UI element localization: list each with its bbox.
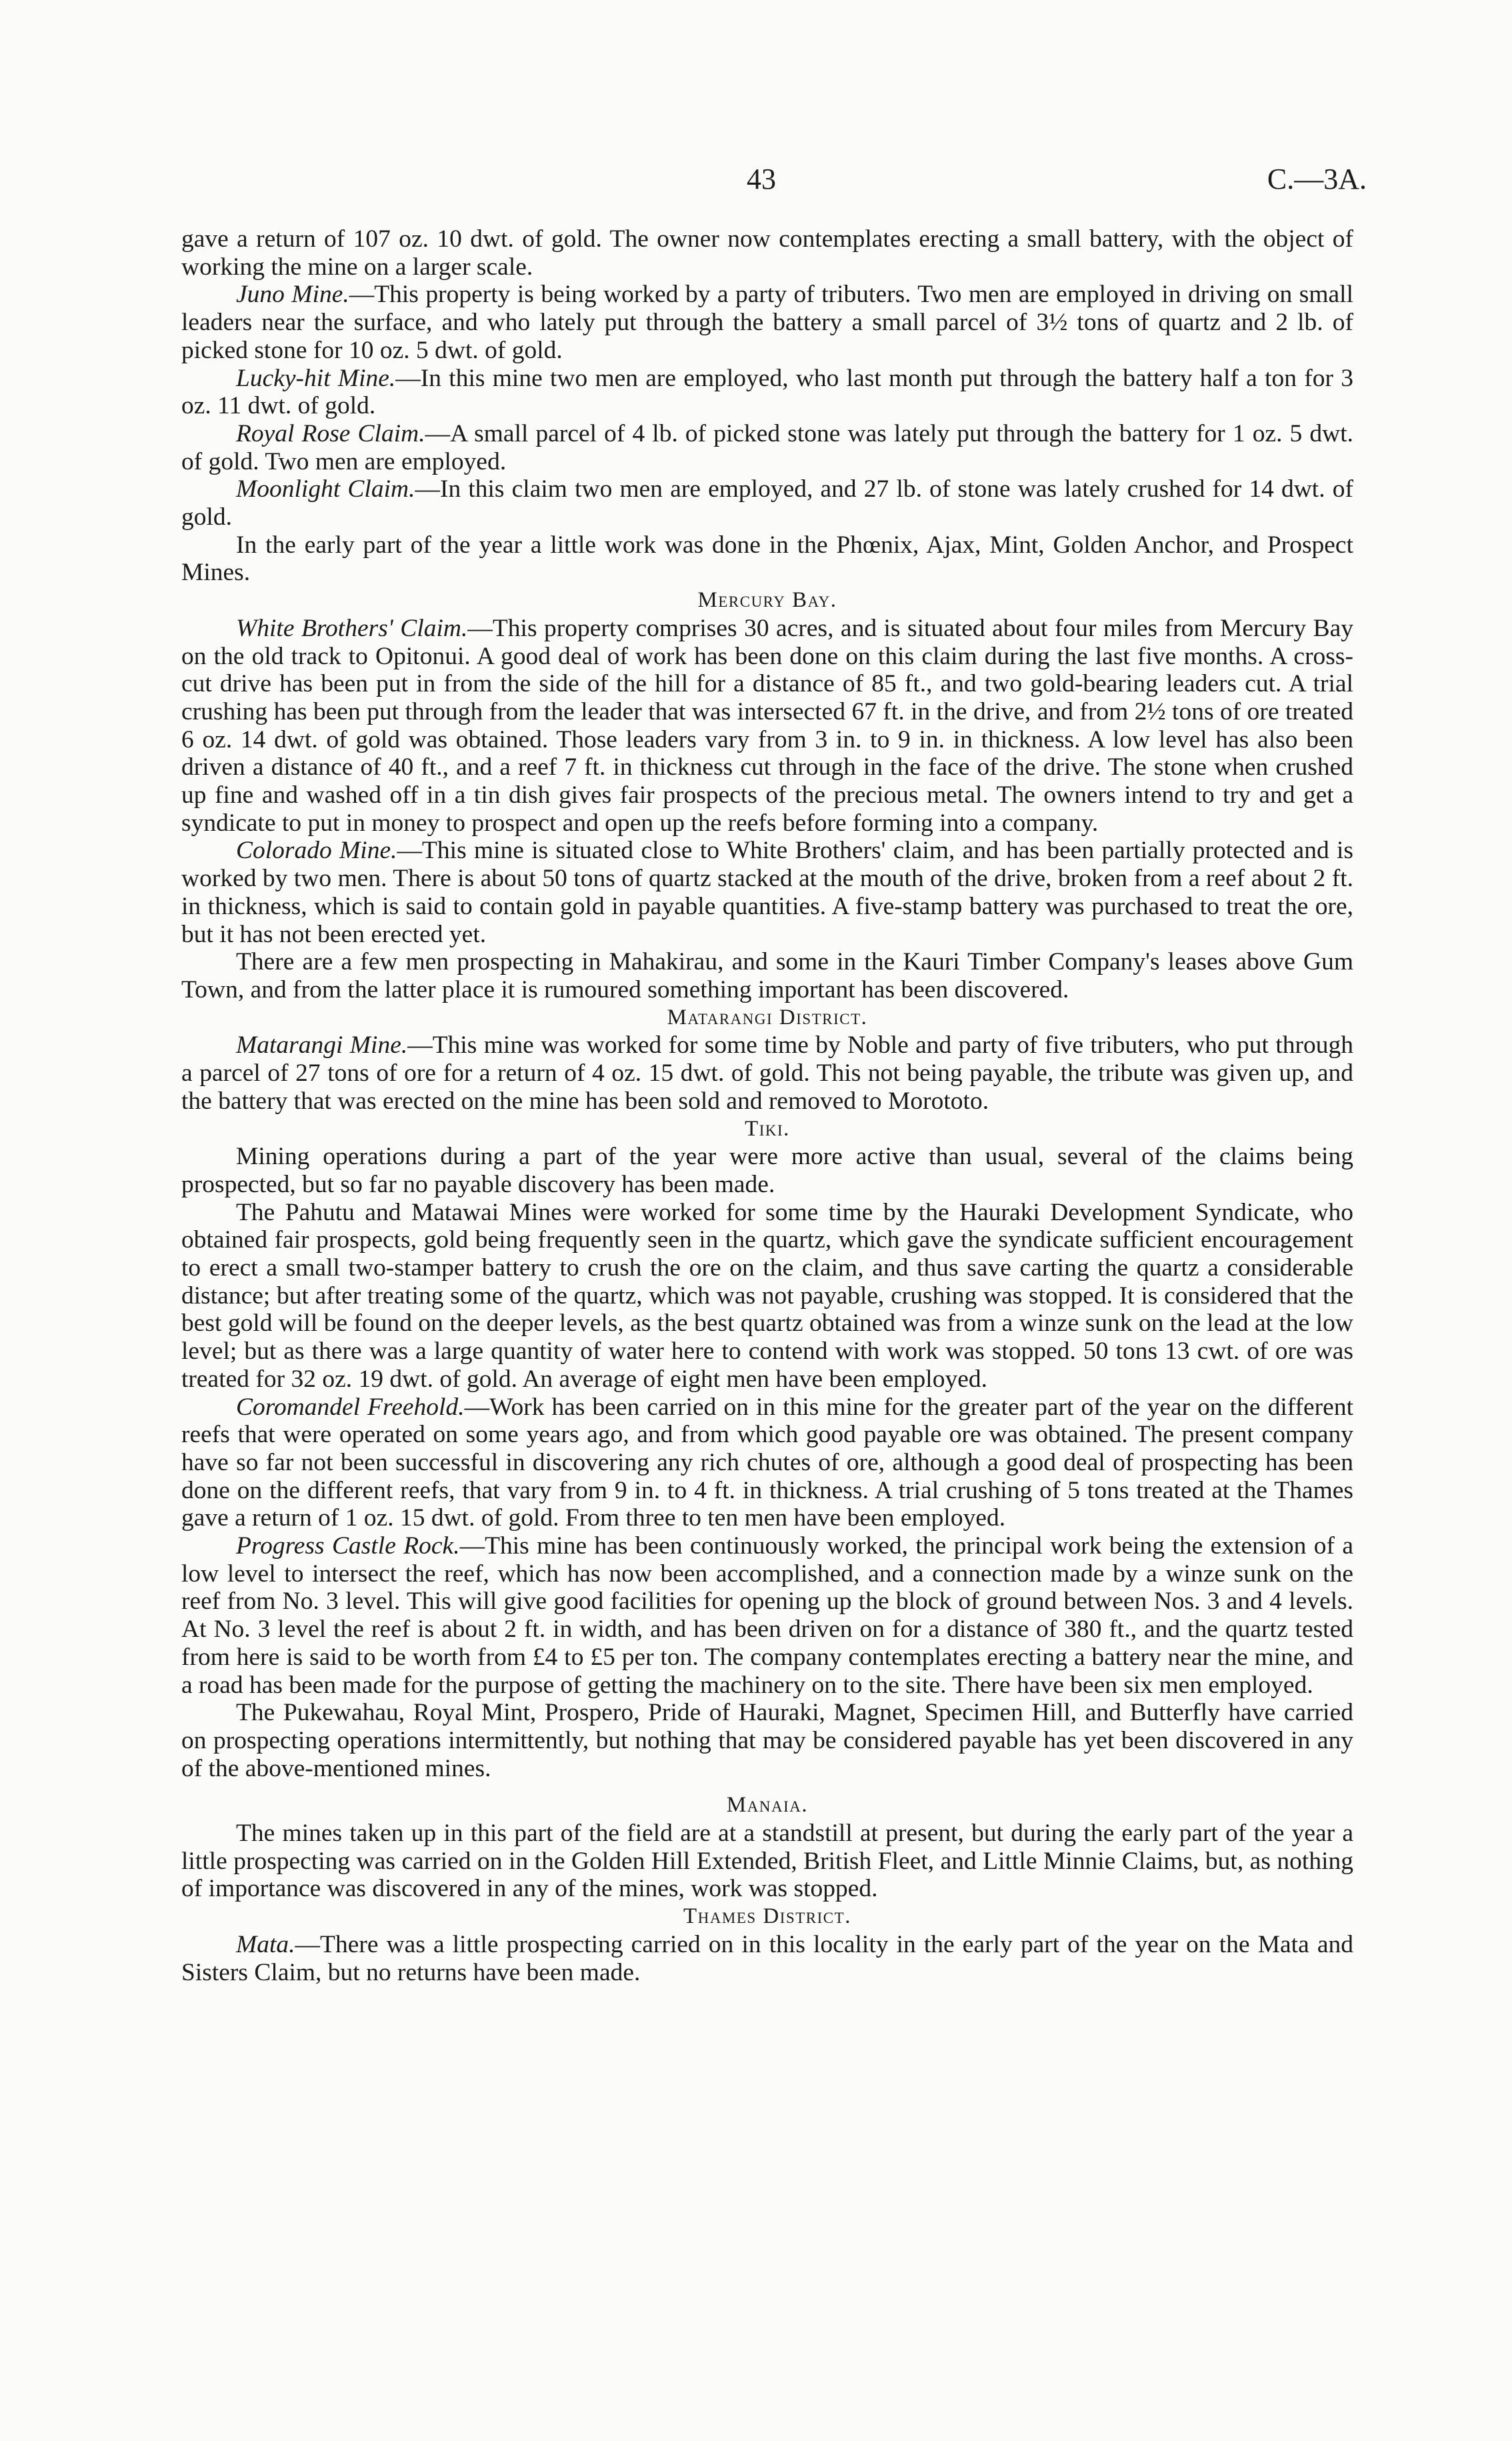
paragraph-title: Coromandel Freehold.: [236, 1393, 465, 1421]
paragraph: [181, 1931, 1353, 1986]
section-heading: Manaia.: [726, 1793, 809, 1818]
paragraph: [181, 531, 1353, 587]
paragraph-title: Matarangi Mine.: [236, 1031, 408, 1059]
paragraph: [181, 420, 1353, 475]
paragraph-text: —In this mine two men are employed, who last month put through the battery half a ton for 3 oz. 11 dwt. of gold.: [181, 364, 1353, 420]
paragraph: [181, 1031, 1353, 1115]
paragraph: [181, 1143, 1353, 1198]
paragraph-title: Moonlight Claim.: [236, 475, 415, 503]
paragraph: [181, 1820, 1353, 1903]
document-body: [181, 225, 1353, 1986]
paragraph-text: —There was a little prospecting carried on in this locality in the early part of the year on the Mata and Sisters Claim, but no returns have been made.: [181, 1930, 1353, 1986]
document-code: C.—3A.: [1267, 163, 1367, 195]
paragraph-title: Progress Castle Rock.: [236, 1532, 460, 1560]
paragraph-text: The mines taken up in this part of the field are at a standstill at present, but during the early part of the year a little prospecting was carried on in the Golden Hill Extended, British Fleet, and Little Minnie Claims, but, as nothing of importance was discovered in any of the mines, work was stopped.: [181, 1820, 1353, 1903]
paragraph-text: Mining operations during a part of the year were more active than usual, several of the claims being prospected, but so far no payable discovery has been made.: [181, 1143, 1353, 1198]
paragraph-text: —This mine was worked for some time by Noble and party of five tributers, who put through a parcel of 27 tons of ore for a return of 4 oz. 15 dwt. of gold. This not being payable, the tribute was given up, and the battery that was erected on the mine has been sold and removed to Morototo.: [181, 1031, 1353, 1115]
paragraph-text: The Pukewahau, Royal Mint, Prospero, Pride of Hauraki, Magnet, Specimen Hill, and Butterfly have carried on prospecting operations intermittently, but nothing that may be considered payable has yet been discovered in any of the above-mentioned mines.: [181, 1699, 1353, 1782]
paragraph: [181, 475, 1353, 531]
paragraph: [181, 225, 1353, 281]
paragraph-text: The Pahutu and Matawai Mines were worked for some time by the Hauraki Development Syndicate, who obtained fair prospects, gold being frequently seen in the quartz, which gave the syndicate sufficient encouragement to erect a small two-stamper battery to crush the ore on the claim, and thus save carting the quartz a considerable distance; but after treating some of the quartz, which was not payable, crushing was stopped. It is considered that the best gold will be found on the deeper levels, as the best quartz obtained was from a winze sunk on the lead at the low level; but as there was a large quantity of water here to contend with work was stopped. 50 tons 13 cwt. of ore was treated for 32 oz. 19 dwt. of gold. An average of eight men have been employed.: [181, 1198, 1353, 1393]
paragraph: [181, 1699, 1353, 1782]
paragraph-title: Juno Mine.: [236, 281, 349, 309]
paragraph-title: Colorado Mine.: [236, 837, 397, 865]
paragraph-title: White Brothers' Claim.: [236, 614, 468, 642]
section-heading: Tiki.: [745, 1116, 790, 1141]
paragraph: [181, 365, 1353, 420]
paragraph-text: There are a few men prospecting in Mahakirau, and some in the Kauri Timber Company's leases above Gum Town, and from the latter place it is rumoured something important has been discovered.: [181, 948, 1353, 1003]
paragraph: [181, 948, 1353, 1003]
paragraph-title: Lucky-hit Mine.: [236, 364, 396, 392]
paragraph: [181, 1394, 1353, 1533]
paragraph-text: —A small parcel of 4 lb. of picked stone was lately put through the battery for 1 oz. 5 dwt. of gold. Two men are employed.: [181, 419, 1353, 475]
paragraph-title: Mata.: [236, 1930, 295, 1958]
paragraph-text: —Work has been carried on in this mine for the greater part of the year on the different reefs that were operated on some years ago, and from which good payable ore was obtained. The present company have so far not been successful in discovering any rich chutes of ore, although a good deal of prospecting has been done on the different reefs, that vary from 9 in. to 4 ft. in thickness. A trial crushing of 5 tons treated at the Thames gave a return of 1 oz. 15 dwt. of gold. From three to ten men have been employed.: [181, 1393, 1353, 1532]
paragraph-text: —In this claim two men are employed, and 27 lb. of stone was lately crushed for 14 dwt. of gold.: [181, 475, 1353, 531]
paragraph-text: —This property comprises 30 acres, and is situated about four miles from Mercury Bay on the old track to Opitonui. A good deal of work has been done on this claim during the last five months. A cross-cut drive has been put in from the side of the hill for a distance of 85 ft., and two gold-bearing leaders cut. A trial crushing has been put through from the leader that was intersected 67 ft. in the drive, and from 2½ tons of ore treated 6 oz. 14 dwt. of gold was obtained. Those leaders vary from 3 in. to 9 in. in thickness. A low level has also been driven a distance of 40 ft., and a reef 7 ft. in thickness cut through in the face of the drive. The stone when crushed up fine and washed off in a tin dish gives fair prospects of the precious metal. The owners intend to try and get a syndicate to put in money to prospect and open up the reefs before forming into a company.: [181, 614, 1354, 837]
paragraph: [181, 615, 1353, 837]
paragraph: [181, 281, 1353, 364]
paragraph-text: —This property is being worked by a party of tributers. Two men are employed in driving on small leaders near the surface, and who lately put through the battery a small parcel of 3½ tons of quartz and 2 lb. of picked stone for 10 oz. 5 dwt. of gold.: [181, 281, 1353, 364]
section-heading: Mercury Bay.: [697, 588, 837, 613]
section-heading: Matarangi District.: [667, 1005, 868, 1029]
section-heading: Thames District.: [683, 1904, 851, 1929]
paragraph-text: gave a return of 107 oz. 10 dwt. of gold. The owner now contemplates erecting a small battery, with the object of working the mine on a larger scale.: [181, 225, 1353, 281]
paragraph: [181, 1532, 1353, 1699]
paragraph-title: Royal Rose Claim.: [236, 419, 425, 447]
paragraph: [181, 837, 1353, 948]
paragraph-text: —This mine is situated close to White Brothers' claim, and has been partially protected and is worked by two men. There is about 50 tons of quartz stacked at the mouth of the drive, broken from a reef about 2 ft. in thickness, which is said to contain gold in payable quantities. A five-stamp battery was purchased to treat the ore, but it has not been erected yet.: [181, 837, 1353, 948]
paragraph-text: In the early part of the year a little work was done in the Phœnix, Ajax, Mint, Golden Anchor, and Prospect Mines.: [181, 531, 1353, 587]
paragraph-text: —This mine has been continuously worked, the principal work being the extension of a low level to intersect the reef, which has now been accomplished, and a connection made by a winze sunk on the reef from No. 3 level. This will give good facilities for opening up the block of ground between Nos. 3 and 4 levels. At No. 3 level the reef is about 2 ft. in width, and has been driven on for a distance of 380 ft., and the quartz tested from here is said to be worth from £4 to £5 per ton. The company contemplates erecting a battery near the mine, and a road has been made for the purpose of getting the machinery on to the site. There have been six men employed.: [181, 1532, 1353, 1699]
page-number: 43: [747, 163, 776, 195]
paragraph: [181, 1199, 1353, 1394]
